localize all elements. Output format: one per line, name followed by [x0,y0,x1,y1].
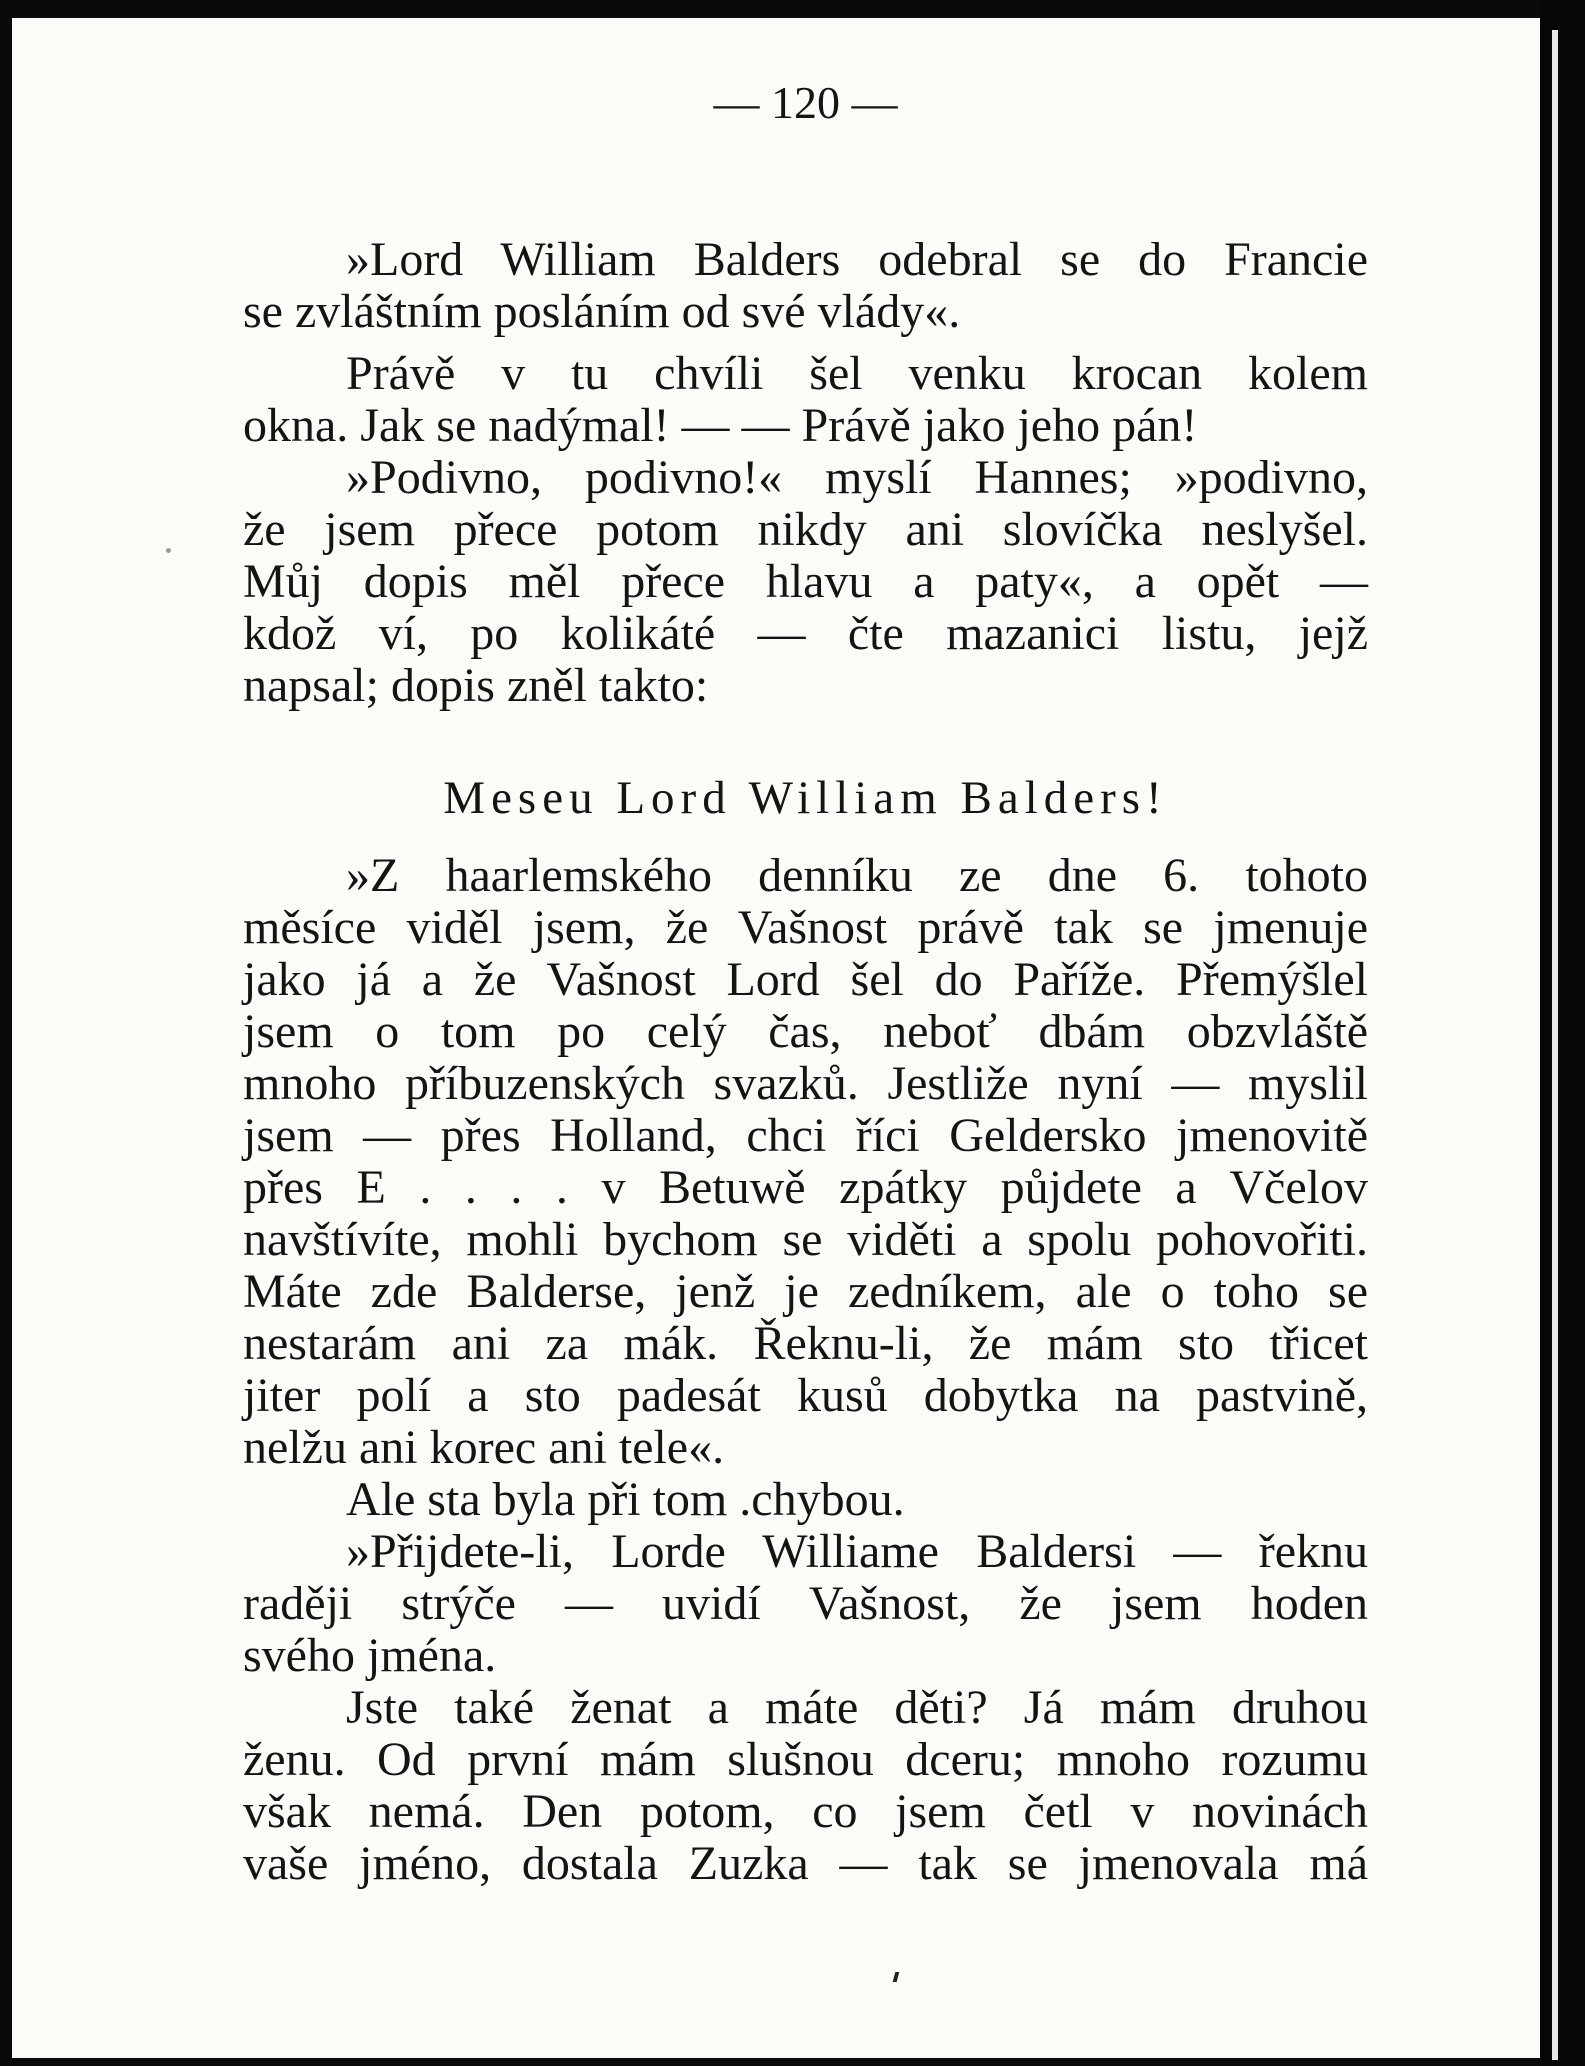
text-line: »Podivno, podivno!« myslí Hannes; »podivno, [346,451,1368,504]
page-text [243,68,1368,1890]
page-edge-highlight [1552,30,1558,2060]
text-line: se zvláštním posláním od své vlády«. [243,285,961,338]
page-number: — 120 — [713,77,898,128]
text-line: vaše jméno, dostala Zuzka — tak se jmenovala má [243,1837,1368,1890]
book-spine-edge [1540,0,1585,2066]
text-line: jako já a že Vašnost Lord šel do Paříže. Přemýšlel [243,953,1368,1006]
text-line: přes E . . . . v Betuwě zpátky půjdete a Včelov [243,1161,1368,1214]
text-line: napsal; dopis zněl takto: [243,659,709,712]
text-line: Jste také ženat a máte děti? Já mám druhou [346,1681,1368,1734]
text-line: však nemá. Den potom, co jsem četl v novinách [243,1785,1368,1838]
text-line: raději strýče — uvidí Vašnost, že jsem hoden [243,1577,1368,1630]
text-line: okna. Jak se nadýmal! — — Právě jako jeho pán! [243,399,1198,452]
text-line: Ale sta byla při tom .chybou. [346,1473,905,1526]
margin-speck [166,548,171,553]
text-line: svého jména. [243,1629,497,1682]
letter-body [243,850,1368,1890]
text-line: jiter polí a sto padesát kusů dobytka na pastvině, [243,1369,1368,1422]
text-line: Máte zde Balderse, jenž je zedníkem, ale o toho se [243,1265,1368,1318]
text-line: navštívíte, mohli bychom se viděti a spolu pohovořiti. [243,1213,1368,1266]
text-line: »Z haarlemského denníku ze dne 6. tohoto [346,849,1368,902]
text-line: kdož ví, po kolikáté — čte mazanici listu, jejž [243,607,1368,660]
text-line: »Přijdete-li, Lorde Williame Baldersi — řeknu [346,1525,1368,1578]
text-line: měsíce viděl jsem, že Vašnost právě tak se jmenuje [243,901,1368,954]
text-line: mnoho příbuzenských svazků. Jestliže nyní — myslil [243,1057,1368,1110]
text-line: nelžu ani korec ani tele«. [243,1421,725,1474]
text-line: Právě v tu chvíli šel venku krocan kolem [346,347,1368,400]
text-line: ženu. Od první mám slušnou dceru; mnoho rozumu [243,1733,1368,1786]
text-line: že jsem přece potom nikdy ani slovíčka neslyšel. [243,503,1368,556]
text-line: Můj dopis měl přece hlavu a paty«, a opět — [243,555,1368,608]
narrative [243,234,1368,712]
text-line: jsem o tom po celý čas, neboť dbám obzvláště [243,1005,1368,1058]
text-line: nestarám ani za mák. Řeknu-li, že mám sto třicet [243,1317,1368,1370]
text-line: »Lord William Balders odebral se do Francie [346,233,1368,286]
letter-salutation: Meseu Lord William Balders! [443,772,1168,824]
text-line: jsem — přes Holland, chci říci Geldersko jmenovitě [243,1109,1368,1162]
